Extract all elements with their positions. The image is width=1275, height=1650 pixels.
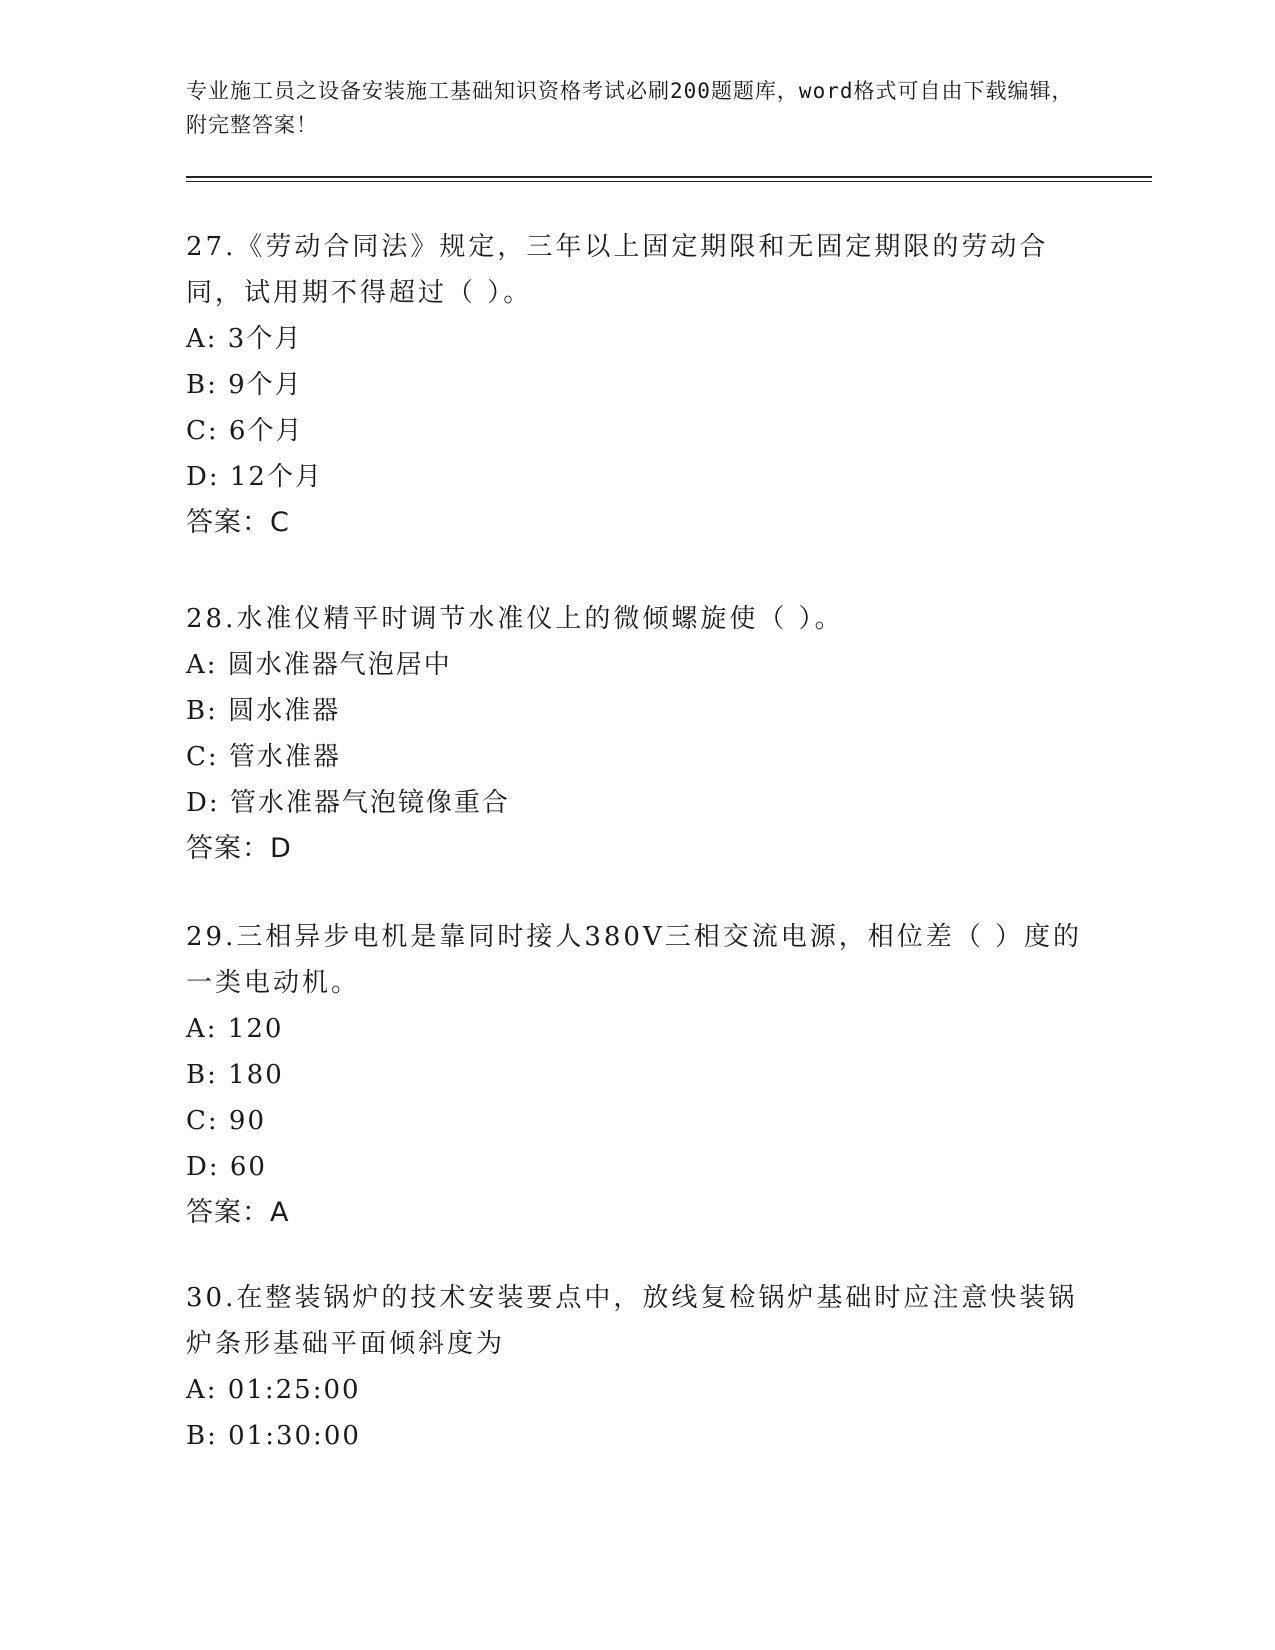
answer-label: 答案：C <box>186 507 290 538</box>
question-stem: 30.在整装锅炉的技术安装要点中，放线复检锅炉基础时应注意快装锅炉条形基础平面倾斜度为 <box>186 1283 1078 1359</box>
option-c: C: 管水准器 <box>186 742 341 772</box>
option-a: A: 01:25:00 <box>186 1375 361 1405</box>
option-c: C: 90 <box>186 1106 267 1136</box>
option-b: B: 01:30:00 <box>186 1421 361 1451</box>
question-stem: 28.水准仪精平时调节水准仪上的微倾螺旋使（ ）。 <box>186 604 844 634</box>
header-divider <box>186 176 1152 182</box>
option-d: D: 12个月 <box>186 462 323 492</box>
question-28 <box>186 596 1086 872</box>
question-27 <box>186 224 1086 546</box>
question-30 <box>186 1275 1086 1459</box>
option-d: D: 管水准器气泡镜像重合 <box>186 788 510 818</box>
option-a: A: 圆水准器气泡居中 <box>186 650 452 680</box>
option-b: B: 9个月 <box>186 370 303 400</box>
question-29 <box>186 914 1086 1236</box>
question-stem: 29.三相异步电机是靠同时接人380V三相交流电源，相位差（ ）度的一类电动机。 <box>186 922 1083 998</box>
option-b: B: 180 <box>186 1060 284 1090</box>
option-b: B: 圆水准器 <box>186 696 341 726</box>
option-a: A: 3个月 <box>186 324 303 354</box>
option-c: C: 6个月 <box>186 416 304 446</box>
document-header: 专业施工员之设备安装施工基础知识资格考试必刷200题题库，word格式可自由下载编辑，附完整答案！ <box>186 79 1074 137</box>
answer-label: 答案：A <box>186 1197 290 1228</box>
option-d: D: 60 <box>186 1152 267 1182</box>
answer-label: 答案：D <box>186 833 292 864</box>
question-stem: 27.《劳动合同法》规定，三年以上固定期限和无固定期限的劳动合同，试用期不得超过（ ）。 <box>186 232 1049 308</box>
option-a: A: 120 <box>186 1014 284 1044</box>
